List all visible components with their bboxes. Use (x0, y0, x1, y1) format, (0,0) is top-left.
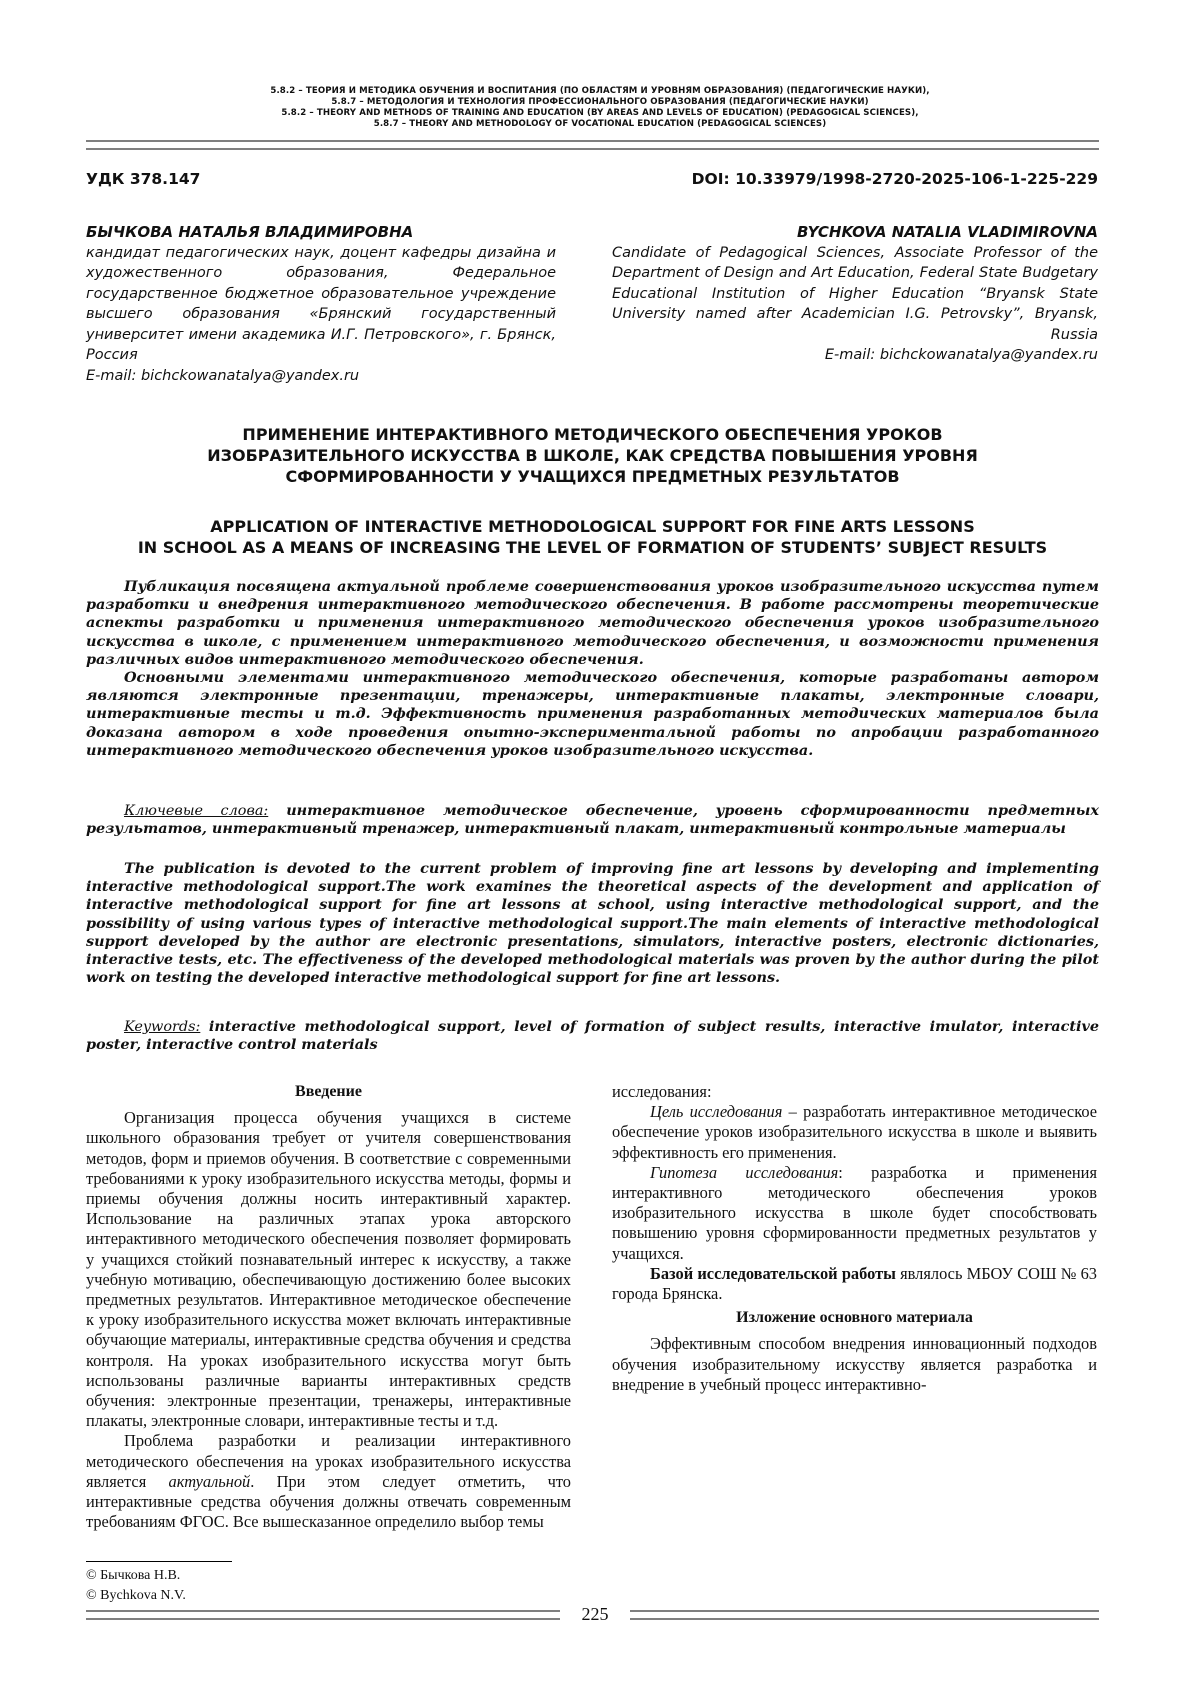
section-heading: Введение (295, 1083, 362, 1100)
author-block-en (612, 222, 1098, 366)
header-line: 5.8.2 – ТЕОРИЯ И МЕТОДИКА ОБУЧЕНИЯ И ВОСПИТАНИЯ (ПО ОБЛАСТЯМ И УРОВНЯМ ОБРАЗОВАНИЯ) (ПЕДАГОГИЧЕСКИЕ НАУКИ), (270, 86, 930, 96)
abstract-en (86, 860, 1099, 987)
body-paragraph: Организация процесса обучения учащихся в системе школьного образования требует от учителя совершенствования методов, форм и приемов обучения. В соответствие с современными требованиями к уроку изобразительного искусства методы, формы и приемы обучения должны носить интерактивный характер. Использование на различных этапах урока авторского интерактивного методического обеспечения позволяет формировать у учащихся стойкий познавательный интерес к искусству, а также учебную мотивацию, обеспечивающую достижению более высоких предметных результатов. Интерактивное методическое обеспечение к уроку изобразительного искусства может включать интерактивные обучающие материалы, интерактивные средства обучения и средства контроля. На уроках изобразительного искусства могут быть использованы различные варианты интерактивных средств обучения: электронные презентации, тренажеры, интерактивные плакаты, электронные словари, интерактивные тесты и т.д. (86, 1108, 571, 1431)
body-paragraph (86, 1431, 571, 1532)
header-line: 5.8.2 – THEORY AND METHODS OF TRAINING AND EDUCATION (BY AREAS AND LEVELS OF EDUCATION) (PEDAGOGICAL SCIENCES), (281, 108, 919, 118)
base-label: Базой исследовательской работы (650, 1263, 896, 1283)
footnote: © Бычкова Н.В. (86, 1568, 181, 1583)
title-line: ПРИМЕНЕНИЕ ИНТЕРАКТИВНОГО МЕТОДИЧЕСКОГО ОБЕСПЕЧЕНИЯ УРОКОВ (242, 425, 943, 444)
header-line: 5.8.7 – THEORY AND METHODOLOGY OF VOCATIONAL EDUCATION (PEDAGOGICAL SCIENCES) (373, 119, 827, 129)
keywords-en (86, 1018, 1099, 1054)
keywords-text: интерактивное методическое обеспечение, уровень сформированности предметных результатов, интерактивный тренажер, интерактивный плакат, интерактивный контрольные материалы (86, 802, 1099, 838)
body-column-left (86, 1082, 571, 1532)
body-paragraph (612, 1264, 1097, 1304)
body-paragraph (612, 1102, 1097, 1163)
author-block-ru (86, 222, 556, 386)
page-number: 225 (581, 1604, 609, 1624)
body-paragraph: Эффективным способом внедрения инновационный подходов обучения изобразительному искусству является разработка и внедрение в учебный процесс интерактивно- (612, 1334, 1097, 1394)
base-text: являлось МБОУ СОШ № 63 города Брянска. (612, 1263, 1097, 1304)
footnote: © Bychkova N.V. (86, 1588, 186, 1603)
abstract-paragraph: Основными элементами интерактивного методического обеспечения, которые разработаны автором являются электронные презентации, тренажеры, интерактивные плакаты, электронные словари, интерактивные тесты и т.д. Эффективность применения разработанных методических материалов была доказана автором в ходе проведения опытно-экспериментальной работы по апробации разработанного интерактивного методического обеспечения уроков изобразительного искусства. (86, 669, 1099, 759)
article-title-ru (86, 424, 1099, 487)
title-line: ИЗОБРАЗИТЕЛЬНОГО ИСКУССТВА В ШКОЛЕ, КАК СРЕДСТВА ПОВЫШЕНИЯ УРОВНЯ (207, 446, 978, 465)
header-line: 5.8.7 – МЕТОДОЛОГИЯ И ТЕХНОЛОГИЯ ПРОФЕССИОНАЛЬНОГО ОБРАЗОВАНИЯ (ПЕДАГОГИЧЕСКИЕ НАУКИ) (331, 97, 869, 107)
body-paragraph-continued (612, 1082, 1097, 1102)
running-header (0, 86, 1200, 130)
hypothesis-text: : разработка и применения интерактивного методического обеспечения уроков изобразительного искусства в школе будет способствовать повышению уровня сформированности предметных результатов у учащихся. (612, 1162, 1097, 1263)
goal-label: Цель исследования (650, 1102, 783, 1122)
author-email-ru: E-mail: bichckowanatalya@yandex.ru (86, 367, 360, 384)
text-run: . При этом следует отметить, что интерактивные средства обучения должны отвечать современным требованиям ФГОС. Все вышесказанное определило выбор темы (86, 1471, 571, 1532)
text-run: исследования: (612, 1082, 712, 1101)
footer-rule-left (86, 1610, 560, 1620)
footer-rule-right (630, 1610, 1099, 1620)
text-run-italic: актуальной (168, 1471, 251, 1491)
keywords-label: Ключевые слова: (124, 803, 269, 819)
body-column-right (612, 1082, 1097, 1395)
body-paragraph (612, 1163, 1097, 1264)
keywords-text: interactive methodological support, level of formation of subject results, interactive imulator, interactive poster, interactive control materials (86, 1018, 1099, 1054)
abstract-paragraph: Публикация посвящена актуальной проблеме совершенствования уроков изобразительного искусства путем разработки и внедрения интерактивного методического обеспечения. В работе рассмотрены теоретические аспекты разработки и применения интерактивного методического обеспечения уроков изобразительного искусства в школе, с применением интерактивного методического обеспечения, и возможности применения различных видов интерактивного методического обеспечения. (86, 578, 1099, 668)
footnote-rule (86, 1561, 232, 1562)
abstract-paragraph: The publication is devoted to the current problem of improving fine art lessons by developing and implementing interactive methodological support.The work examines the theoretical aspects of the development and application of interactive methodological support for fine art lessons at school, using interactive methodological support, and the possibility of using various types of interactive methodological support.The main elements of interactive methodological support developed by the author are electronic presentations, simulators, interactive posters, electronic dictionaries, interactive tests, etc. The effectiveness of the developed methodological materials was proven by the author during the pilot work on testing the developed interactive methodological support for fine art lessons. (86, 860, 1099, 987)
hypothesis-label: Гипотеза исследования (650, 1162, 839, 1182)
author-affiliation-en: Candidate of Pedagogical Sciences, Associate Professor of the Department of Design and Art Education, Federal State Budgetary Educational Institution of Higher Education “Bryansk State University named after Academician I.G. Petrovsky”, Bryansk, Russia (612, 244, 1098, 343)
title-line: APPLICATION OF INTERACTIVE METHODOLOGICAL SUPPORT FOR FINE ARTS LESSONS (210, 517, 975, 536)
keywords-ru (86, 802, 1099, 838)
section-heading: Изложение основного материала (736, 1309, 973, 1327)
author-email-en: E-mail: bichckowanatalya@yandex.ru (824, 347, 1098, 363)
goal-text: – разработать интерактивное методическое обеспечение уроков изобразительного искусства в школе и выявить эффективность его применения. (612, 1102, 1097, 1162)
header-rule (86, 140, 1099, 150)
author-name-en: BYCHKOVA NATALIA VLADIMIROVNA (796, 223, 1098, 241)
author-affiliation-ru: кандидат педагогических наук, доцент кафедры дизайна и художественного образования, Федеральное государственное бюджетное образовательное учреждение высшего образования «Брянский государственный университет имени академика И.Г. Петровского», г. Брянск, Россия (86, 244, 556, 363)
article-title-en (86, 516, 1099, 558)
title-line: IN SCHOOL AS A MEANS OF INCREASING THE LEVEL OF FORMATION OF STUDENTS’ SUBJECT RESULTS (137, 538, 1048, 557)
doi: DOI: 10.33979/1998-2720-2025-106-1-225-229 (691, 170, 1098, 188)
udc-code: УДК 378.147 (86, 170, 201, 188)
author-name-ru: БЫЧКОВА НАТАЛЬЯ ВЛАДИМИРОВНА (86, 223, 414, 241)
keywords-label: Keywords: (124, 1019, 201, 1035)
title-line: СФОРМИРОВАННОСТИ У УЧАЩИХСЯ ПРЕДМЕТНЫХ РЕЗУЛЬТАТОВ (285, 467, 900, 486)
text-run: Проблема разработки и реализации интерактивного методического обеспечения на уроках изобразительного искусства является (86, 1431, 571, 1491)
abstract-ru (86, 578, 1099, 760)
